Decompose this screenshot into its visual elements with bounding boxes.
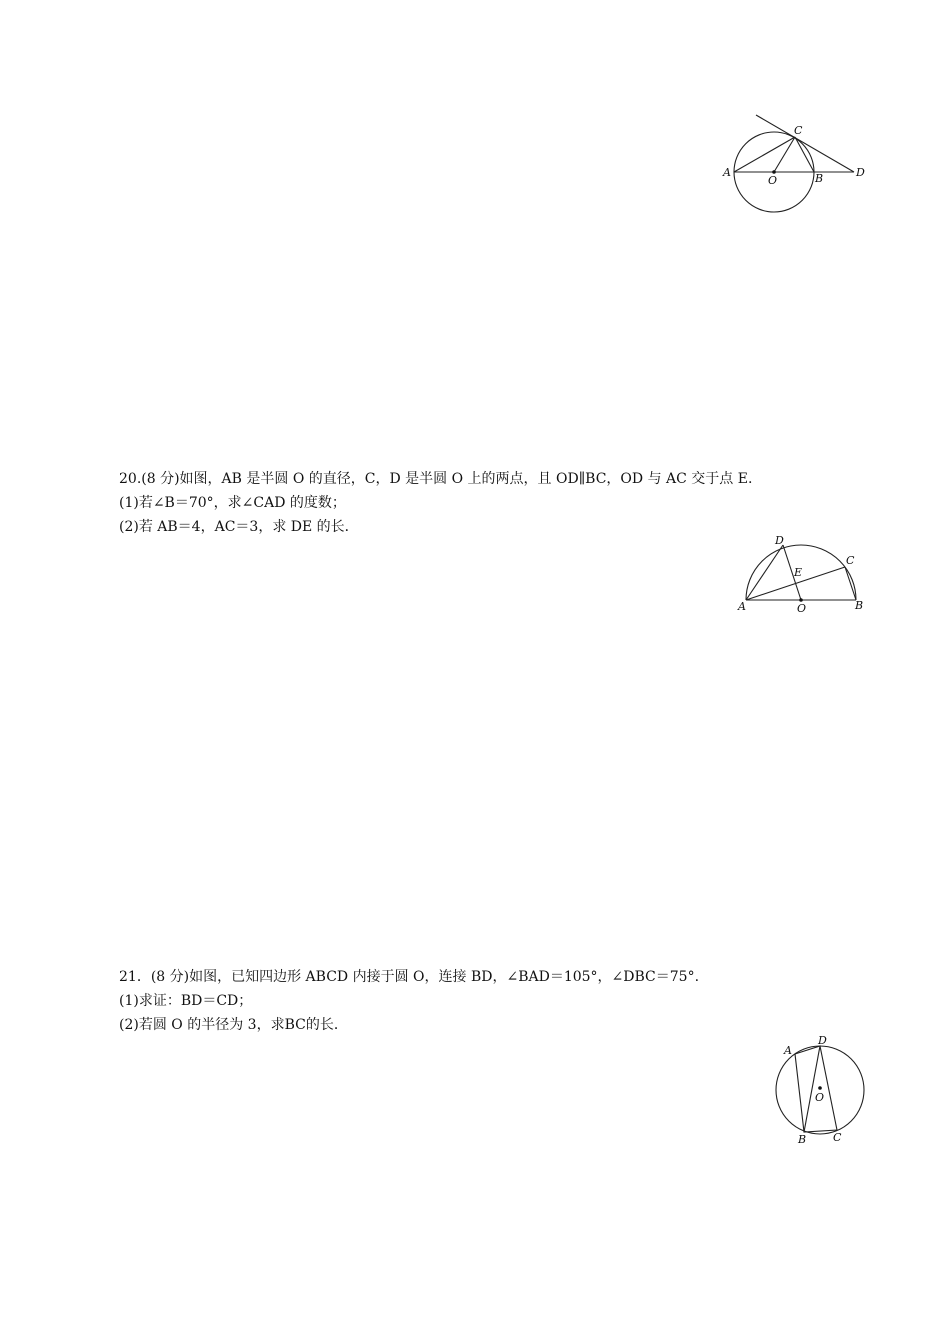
- label-c: C: [846, 554, 855, 567]
- figure-21: [772, 1030, 872, 1150]
- label-o: O: [797, 602, 807, 615]
- problem-21-part2: (2)若圆 O 的半径为 3，求BC的长．: [119, 1017, 348, 1033]
- label-b: B: [798, 1133, 807, 1146]
- radius-oc: [774, 137, 795, 172]
- label-c: C: [833, 1131, 842, 1144]
- chord-bc: [795, 137, 814, 172]
- label-a: A: [723, 166, 731, 179]
- figure-19: [720, 110, 880, 220]
- label-c: C: [794, 124, 803, 137]
- diagonal-bd: [804, 1046, 820, 1132]
- label-o: O: [768, 174, 778, 187]
- problem-21-stem: 21．(8 分)如图，已知四边形 ABCD 内接于圆 O，连接 BD，∠BAD＝105°，∠DBC＝75°.: [119, 969, 700, 985]
- chord-bc: [845, 567, 856, 600]
- problem-20: [119, 467, 859, 539]
- center-dot: [818, 1086, 822, 1090]
- label-d: D: [775, 534, 784, 547]
- figure-20: [732, 530, 872, 620]
- label-d: D: [818, 1034, 827, 1047]
- figure-19-svg: [720, 110, 880, 220]
- problem-20-part1: (1)若∠B＝70°，求∠CAD 的度数；: [119, 495, 346, 511]
- problem-20-stem: 20.(8 分)如图，AB 是半圆 O 的直径，C，D 是半圆 O 上的两点，且 OD∥BC，OD 与 AC 交于点 E.: [119, 471, 753, 487]
- label-b: B: [815, 172, 824, 185]
- label-a: A: [738, 600, 746, 613]
- label-d: D: [856, 166, 865, 179]
- problem-21-part1: (1)求证：BD＝CD；: [119, 993, 253, 1009]
- problem-20-part2: (2)若 AB＝4，AC＝3，求 DE 的长．: [119, 519, 359, 535]
- chord-ad: [746, 545, 783, 600]
- label-a: A: [784, 1044, 792, 1057]
- quadrilateral-abcd: [795, 1046, 837, 1132]
- tangent-line: [756, 115, 854, 172]
- chord-ac: [734, 137, 795, 172]
- label-e: E: [794, 566, 803, 579]
- label-o: O: [815, 1091, 825, 1104]
- figure-21-svg: [772, 1030, 872, 1150]
- label-b: B: [855, 599, 864, 612]
- problem-21: [119, 965, 859, 1037]
- circle-o: [776, 1046, 864, 1134]
- figure-20-svg: [732, 530, 872, 620]
